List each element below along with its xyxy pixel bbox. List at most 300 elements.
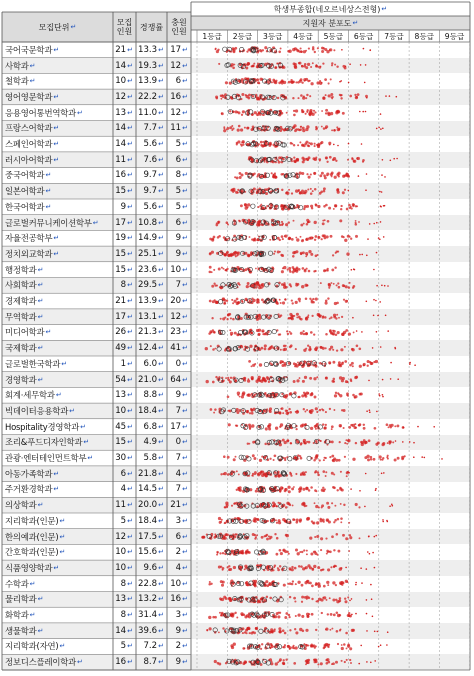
- applicant-dot: [334, 64, 336, 66]
- applicant-dot: [334, 266, 336, 268]
- applicant-dot: [234, 379, 237, 382]
- quota-cell-text: 13: [115, 594, 127, 605]
- ratio-cell-text: 14.5: [137, 484, 158, 495]
- applicant-dot: [293, 157, 295, 159]
- paragraph-mark: ↵: [158, 469, 164, 478]
- applicant-dot: [339, 394, 342, 397]
- applicant-dot: [360, 645, 362, 647]
- quota-cell-text: 8: [120, 578, 127, 589]
- applicant-dot: [302, 630, 305, 633]
- applicant-dot: [309, 377, 312, 380]
- applicant-dot: [304, 567, 306, 569]
- applicant-dot: [314, 239, 316, 241]
- unit-cell-text: 철학과: [5, 76, 29, 87]
- applicant-dot: [292, 48, 295, 51]
- applicant-dot: [304, 376, 307, 379]
- applicant-dot: [341, 647, 344, 650]
- applicant-dot: [328, 82, 330, 84]
- applicant-dot: [318, 598, 321, 601]
- paragraph-mark: ↵: [127, 516, 133, 525]
- applicant-dot: [260, 470, 262, 472]
- applicant-dot: [309, 566, 312, 569]
- applicant-dot: [238, 125, 241, 128]
- unit-cell-text: 사회학과: [5, 280, 37, 291]
- applicant-dot: [303, 474, 305, 476]
- applicant-dot: [240, 128, 243, 131]
- paragraph-mark: ↵: [182, 563, 188, 572]
- paragraph-mark: ↵: [158, 202, 164, 211]
- applicant-dot: [225, 377, 227, 379]
- applicant-dot: [333, 49, 335, 51]
- applicant-dot: [331, 502, 333, 504]
- applicant-dot: [255, 286, 257, 288]
- paragraph-mark: ↵: [127, 344, 133, 353]
- applicant-dot: [324, 176, 327, 179]
- quota-cell-text: 15: [115, 264, 127, 275]
- applicant-dot: [275, 427, 278, 430]
- applicant-dot: [288, 567, 291, 570]
- paragraph-mark: ↵: [37, 595, 44, 604]
- applicant-dot: [284, 632, 287, 635]
- applicant-dot: [378, 646, 380, 648]
- quota-cell-text: 13: [115, 107, 127, 118]
- applicant-dot: [230, 377, 232, 379]
- applicant-dot: [344, 346, 346, 348]
- applicant-dot: [264, 347, 267, 350]
- applicant-dot: [227, 379, 230, 382]
- applicant-dot: [389, 95, 391, 97]
- applicant-dot: [261, 145, 264, 148]
- applicant-dot: [300, 565, 303, 568]
- paragraph-mark: ↵: [37, 312, 44, 321]
- applicant-dot: [236, 617, 238, 619]
- applicant-dot: [235, 191, 238, 194]
- paragraph-mark: ↵: [158, 265, 164, 274]
- paragraph-mark: ↵: [80, 422, 86, 431]
- grade-header-2: 2등급: [227, 30, 257, 42]
- applicant-dot: [382, 159, 384, 161]
- applicant-dot: [312, 237, 314, 239]
- applicant-dot: [287, 333, 289, 335]
- applicant-dot: [356, 330, 358, 332]
- applicant-dot: [346, 581, 348, 583]
- applicant-dot: [304, 596, 307, 599]
- applicant-dot: [314, 425, 317, 428]
- applicant-dot: [320, 66, 322, 68]
- paragraph-mark: ↵: [158, 281, 164, 290]
- paragraph-mark: ↵: [182, 92, 188, 101]
- applicant-dot: [315, 407, 318, 410]
- applicant-dot: [258, 329, 261, 332]
- applicant-dot: [312, 568, 314, 570]
- paragraph-mark: ↵: [182, 171, 188, 180]
- ratio-cell-text: 13.3: [137, 44, 158, 55]
- applicant-dot: [260, 141, 263, 144]
- applicant-dot: [310, 253, 313, 256]
- applicant-dot: [348, 472, 350, 474]
- applicant-dot: [293, 220, 295, 222]
- ratio-cell-text: 7.6: [143, 154, 158, 165]
- applicant-dot: [355, 220, 357, 222]
- quota-cell-text: 15: [115, 186, 127, 197]
- applicant-dot: [291, 192, 293, 194]
- applicant-dot: [329, 156, 332, 159]
- applicant-dot: [330, 613, 333, 616]
- paragraph-mark: ↵: [37, 265, 44, 274]
- applicant-dot: [254, 473, 256, 475]
- applicant-dot: [353, 331, 355, 333]
- applicant-dot: [269, 458, 271, 460]
- applicant-dot: [322, 597, 324, 599]
- applicant-dot: [325, 538, 327, 540]
- applicant-dot: [336, 349, 338, 351]
- applicant-dot: [345, 537, 348, 540]
- applicant-dot: [255, 490, 258, 493]
- applicant-dot: [251, 424, 254, 427]
- applicant-dot: [276, 522, 278, 524]
- applicant-dot: [328, 207, 331, 210]
- applicant-dot: [301, 394, 304, 397]
- grade-header-5: 5등급: [318, 30, 348, 42]
- applicant-dot: [265, 580, 268, 583]
- paragraph-mark: ↵: [92, 218, 99, 227]
- applicant-dot: [338, 286, 341, 289]
- quota-cell-text: 12: [115, 531, 127, 542]
- applicant-dot: [306, 441, 308, 443]
- applicant-dot: [373, 269, 375, 271]
- applicant-dot: [264, 379, 267, 382]
- reserve-cell-text: 3: [175, 610, 182, 621]
- applicant-dot: [300, 252, 303, 255]
- applicant-dot: [320, 662, 323, 665]
- applicant-dot: [302, 488, 305, 491]
- paragraph-mark: ↵: [127, 281, 133, 290]
- applicant-dot: [371, 598, 373, 600]
- applicant-dot: [317, 582, 320, 585]
- applicant-dot: [266, 534, 268, 536]
- applicant-dot: [317, 236, 320, 239]
- applicant-dot: [246, 64, 248, 66]
- paragraph-mark: ↵: [29, 611, 36, 620]
- applicant-dot: [317, 47, 319, 49]
- applicant-dot: [348, 190, 350, 192]
- applicant-dot: [319, 80, 321, 82]
- ratio-cell-text: 39.6: [137, 625, 158, 636]
- applicant-dot: [269, 647, 271, 649]
- applicant-dot: [300, 443, 302, 445]
- paragraph-mark: ↵: [61, 359, 67, 368]
- unit-cell-text: 러시아어학과: [5, 154, 53, 165]
- applicant-dot: [275, 662, 278, 665]
- applicant-dot: [221, 112, 224, 115]
- applicant-dot: [340, 517, 343, 520]
- applicant-dot: [321, 110, 323, 112]
- applicant-dot: [332, 581, 335, 584]
- applicant-dot: [341, 660, 343, 662]
- applicant-dot: [209, 266, 212, 269]
- paragraph-mark: ↵: [182, 406, 188, 415]
- applicant-dot: [322, 569, 324, 571]
- applicant-dot: [320, 315, 322, 317]
- applicant-dot: [305, 97, 307, 99]
- applicant-dot: [255, 268, 257, 270]
- applicant-dot: [257, 81, 260, 84]
- applicant-dot: [268, 381, 270, 383]
- applicant-dot: [296, 283, 299, 286]
- applicant-dot: [295, 548, 298, 551]
- applicant-dot: [355, 442, 357, 444]
- applicant-dot: [251, 412, 254, 415]
- applicant-dot: [283, 286, 286, 289]
- applicant-dot: [332, 349, 334, 351]
- applicant-open-circle: [223, 47, 227, 51]
- paragraph-mark: ↵: [69, 406, 75, 415]
- applicant-dot: [307, 659, 310, 662]
- applicant-dot: [283, 584, 286, 587]
- applicant-dot: [300, 94, 303, 97]
- applicant-dot: [355, 376, 358, 379]
- unit-cell-text: 한국어학과: [5, 201, 45, 212]
- grade-header-3: 3등급: [258, 30, 288, 42]
- applicant-dot: [300, 224, 303, 227]
- applicant-dot: [208, 616, 211, 619]
- applicant-dot: [305, 629, 308, 632]
- applicant-dot: [350, 662, 352, 664]
- applicant-dot: [370, 662, 372, 664]
- paragraph-mark: ↵: [127, 501, 133, 510]
- applicant-dot: [222, 552, 224, 554]
- applicant-dot: [326, 235, 329, 238]
- applicant-dot: [337, 145, 339, 147]
- applicant-dot: [311, 113, 314, 116]
- applicant-dot: [301, 157, 304, 160]
- applicant-dot: [347, 644, 350, 647]
- unit-cell-text: 글로벌커뮤니케이션학부: [5, 217, 92, 228]
- applicant-dot: [297, 581, 300, 584]
- applicant-dot: [317, 254, 319, 256]
- applicant-dot: [331, 428, 333, 430]
- applicant-dot: [332, 598, 335, 601]
- paragraph-mark: ↵: [53, 45, 60, 54]
- applicant-dot: [206, 629, 208, 631]
- paragraph-mark: ↵: [158, 61, 164, 70]
- unit-cell-text: 수학과: [5, 578, 29, 589]
- applicant-dot: [251, 409, 254, 412]
- applicant-dot: [276, 537, 279, 540]
- applicant-dot: [301, 615, 304, 618]
- ratio-cell-text: 18.4: [137, 515, 158, 526]
- quota-cell-text: 21: [115, 296, 127, 307]
- applicant-dot: [296, 379, 299, 382]
- applicant-dot: [299, 490, 301, 492]
- applicant-dot: [385, 95, 387, 97]
- applicant-dot: [383, 236, 385, 238]
- applicant-dot: [335, 252, 337, 254]
- applicant-dot: [325, 127, 327, 129]
- applicant-open-circle: [288, 457, 292, 461]
- applicant-dot: [325, 643, 328, 646]
- unit-cell-text: 관광·엔터테인먼트학부: [5, 453, 87, 464]
- reserve-cell-text: 9: [175, 657, 182, 668]
- applicant-dot: [279, 565, 281, 567]
- applicant-dot: [312, 190, 314, 192]
- applicant-dot: [376, 252, 378, 254]
- quota-cell-text: 14: [115, 625, 127, 636]
- applicant-dot: [331, 333, 333, 335]
- applicant-dot: [344, 661, 346, 663]
- applicant-dot: [235, 110, 238, 113]
- quota-cell-text: 49: [115, 343, 127, 354]
- reserve-cell-text: 17: [170, 421, 182, 432]
- applicant-dot: [285, 223, 288, 226]
- applicant-dot: [387, 631, 389, 633]
- applicant-dot: [323, 459, 325, 461]
- applicant-dot: [314, 51, 316, 53]
- applicant-dot: [264, 333, 267, 336]
- quota-cell-text: 45: [115, 421, 127, 432]
- applicant-dot: [288, 317, 290, 319]
- reserve-cell-text: 3: [175, 515, 182, 526]
- applicant-dot: [325, 424, 327, 426]
- applicant-dot: [298, 298, 301, 301]
- applicant-dot: [289, 313, 292, 316]
- applicant-dot: [309, 536, 312, 539]
- applicant-dot: [213, 269, 215, 271]
- applicant-dot: [218, 517, 221, 520]
- applicant-dot: [289, 331, 291, 333]
- applicant-dot: [346, 392, 349, 395]
- applicant-dot: [245, 582, 248, 585]
- applicant-dot: [297, 128, 300, 131]
- applicant-dot: [249, 412, 251, 414]
- ratio-cell-text: 10.8: [137, 217, 158, 228]
- applicant-dot: [295, 348, 297, 350]
- applicant-dot: [295, 189, 298, 192]
- quota-cell-text: 17: [115, 217, 127, 228]
- quota-cell-text: 16: [115, 657, 127, 668]
- paragraph-mark: ↵: [182, 155, 188, 164]
- applicant-dot: [284, 441, 287, 444]
- applicant-dot: [344, 360, 347, 363]
- applicant-dot: [279, 239, 281, 241]
- applicant-dot: [394, 458, 397, 461]
- applicant-dot: [293, 251, 296, 254]
- paragraph-mark: ↵: [158, 171, 164, 180]
- applicant-dot: [244, 660, 247, 663]
- applicant-dot: [376, 128, 378, 130]
- reserve-cell-text: 10: [170, 264, 182, 275]
- applicant-dot: [396, 96, 398, 98]
- applicant-dot: [230, 614, 233, 617]
- applicant-dot: [322, 316, 325, 319]
- applicant-dot: [310, 645, 312, 647]
- applicant-dot: [323, 427, 326, 430]
- quota-cell-text: 11: [115, 154, 127, 165]
- applicant-dot: [261, 643, 263, 645]
- reserve-cell-text: 7: [175, 453, 182, 464]
- applicant-dot: [381, 174, 383, 176]
- applicant-dot: [354, 269, 356, 271]
- applicant-dot: [258, 334, 260, 336]
- applicant-dot: [315, 349, 317, 351]
- reserve-cell-text: 23: [170, 327, 182, 338]
- applicant-dot: [327, 584, 329, 586]
- paragraph-mark: ↵: [158, 406, 164, 415]
- applicant-dot: [323, 234, 326, 237]
- applicant-dot: [301, 239, 304, 242]
- applicant-dot: [230, 189, 233, 192]
- applicant-dot: [292, 255, 295, 258]
- applicant-dot: [433, 426, 435, 428]
- paragraph-mark: ↵: [158, 438, 164, 447]
- applicant-dot: [339, 364, 342, 367]
- applicant-dot: [344, 600, 347, 603]
- paragraph-mark: ↵: [127, 438, 133, 447]
- applicant-dot: [290, 442, 292, 444]
- applicant-dot: [291, 300, 293, 302]
- unit-cell-text: 의상학과: [5, 500, 37, 511]
- applicant-dot: [333, 144, 335, 146]
- applicant-dot: [244, 379, 247, 382]
- applicant-dot: [312, 62, 314, 64]
- applicant-dot: [293, 315, 295, 317]
- applicant-dot: [296, 238, 299, 241]
- applicant-dot: [306, 517, 309, 520]
- applicant-dot: [314, 536, 316, 538]
- applicant-dot: [226, 251, 229, 254]
- paragraph-mark: ↵: [158, 501, 164, 510]
- applicant-dot: [239, 176, 242, 179]
- applicant-dot: [349, 236, 351, 238]
- quota-header-line2: 인원: [116, 27, 133, 36]
- applicant-dot: [272, 175, 275, 178]
- applicant-dot: [300, 332, 303, 335]
- ratio-cell-text: 29.5: [137, 280, 158, 291]
- paragraph-mark: ↵: [182, 485, 188, 494]
- applicant-dot: [359, 111, 361, 113]
- applicant-dot: [247, 127, 249, 129]
- applicant-dot: [240, 204, 243, 207]
- applicant-dot: [308, 613, 310, 615]
- applicant-dot: [390, 160, 392, 162]
- applicant-dot: [380, 459, 382, 461]
- applicant-dot: [235, 456, 237, 458]
- applicant-dot: [322, 470, 325, 473]
- applicant-dot: [322, 489, 325, 492]
- paragraph-mark: ↵: [45, 328, 52, 337]
- applicant-dot: [300, 78, 303, 81]
- applicant-dot: [220, 473, 222, 475]
- applicant-dot: [355, 584, 357, 586]
- applicant-dot: [337, 251, 339, 253]
- applicant-dot: [295, 301, 298, 304]
- applicant-dot: [358, 424, 360, 426]
- applicant-dot: [288, 502, 291, 505]
- applicant-dot: [223, 455, 226, 458]
- applicant-dot: [386, 423, 389, 426]
- applicant-dot: [249, 428, 251, 430]
- reserve-cell-text: 2: [175, 641, 182, 652]
- paragraph-mark: ↵: [127, 611, 133, 620]
- applicant-dot: [209, 238, 212, 241]
- applicant-dot: [335, 205, 337, 207]
- applicant-dot: [341, 644, 343, 646]
- applicant-dot: [241, 614, 244, 617]
- applicant-dot: [244, 568, 246, 570]
- applicant-dot: [325, 662, 328, 665]
- applicant-dot: [254, 580, 257, 583]
- applicant-dot: [214, 660, 217, 663]
